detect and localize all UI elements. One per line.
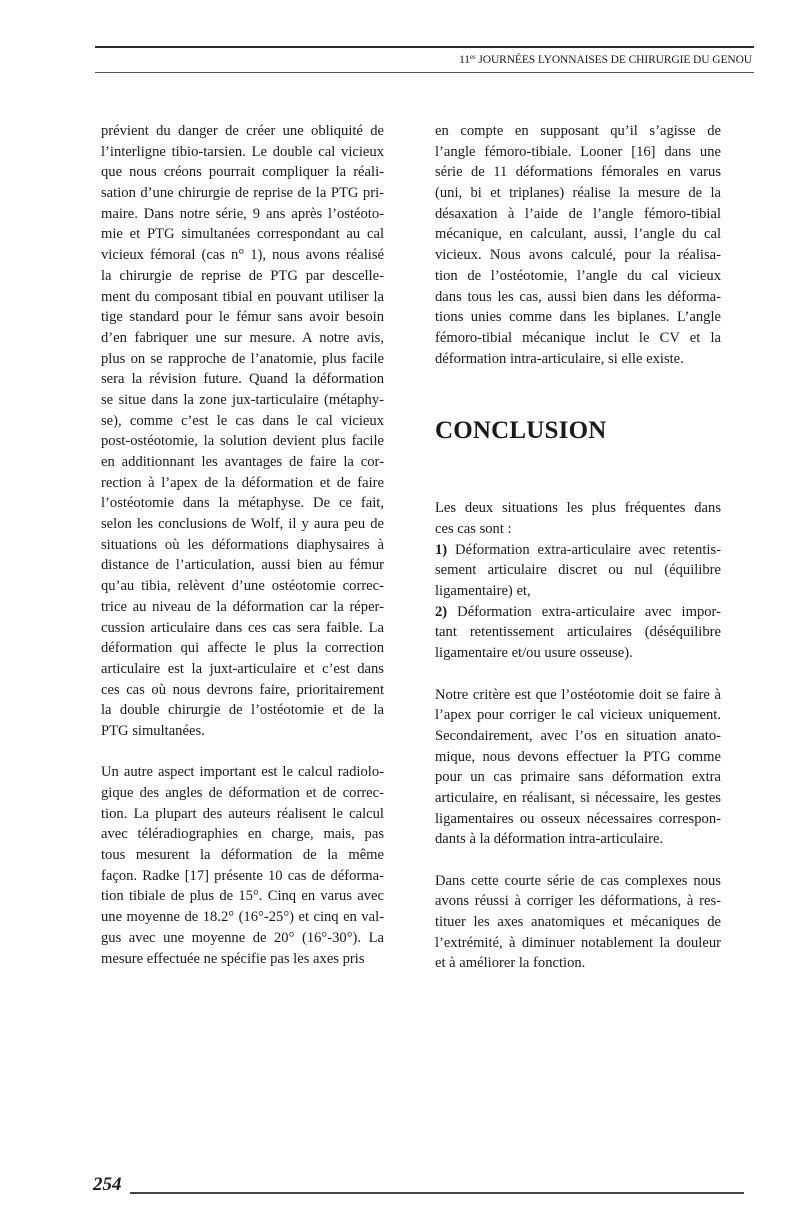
text-line: tion de l’ostéotomie, l’angle du cal vicieux bbox=[435, 267, 721, 284]
paragraph bbox=[435, 498, 721, 539]
text-line: que nous créons pourrait compliquer la réali- bbox=[101, 164, 384, 181]
text-line: sera la révision future. Quand la déformation bbox=[101, 371, 384, 388]
text-line: gique des angles de déformation et de correc- bbox=[101, 785, 384, 801]
text-line: ligamentaire et/ou usure osseuse). bbox=[435, 645, 633, 662]
text-line: fémoro-tibial mécanique inclut le CV et la bbox=[435, 329, 721, 346]
running-head-title: JOURNÉES LYONNAISES DE CHIRURGIE DU GENOU bbox=[475, 54, 752, 66]
spacer bbox=[435, 471, 721, 498]
left-column bbox=[101, 121, 384, 969]
text-line: mique, nous devons effectuer la PTG comme bbox=[435, 748, 721, 765]
text-line: Notre critère est que l’ostéotomie doit se faire à bbox=[435, 686, 721, 703]
list-text: Déformation extra-articulaire avec retentis- bbox=[447, 541, 721, 558]
text-line: Un autre aspect important est le calcul radiolo- bbox=[101, 764, 384, 781]
section-heading-conclusion: CONCLUSION bbox=[435, 416, 607, 444]
spacer bbox=[435, 369, 721, 390]
text-line: une moyenne de 18.2° (16°-25°) et cinq en val- bbox=[101, 909, 384, 926]
text-line: maire. Dans notre série, 9 ans après l’ostéoto- bbox=[101, 205, 384, 222]
text-line: rection à l’apex de la déformation et de faire bbox=[101, 474, 384, 491]
text-line: PTG simultanées. bbox=[101, 722, 205, 739]
text-line: série de 11 déformations fémorales en varus bbox=[435, 164, 721, 181]
text-line: la double chirurgie de l’ostéotomie et de la bbox=[101, 702, 384, 719]
text-line: articulaire est la juxt-articulaire et c’est dans bbox=[101, 660, 384, 677]
text-line: articulaire, en réalisant, si nécessaire, les gestes bbox=[435, 789, 721, 806]
list-item bbox=[435, 540, 721, 602]
text-line: cussion articulaire dans ces cas sera faible. La bbox=[101, 619, 384, 636]
text-line: tous mesurent la déformation de la même bbox=[101, 847, 384, 864]
right-column bbox=[435, 121, 721, 974]
text-line: tion. La plupart des auteurs réalisent le calcul bbox=[101, 805, 384, 822]
text-line: l’apex pour corriger le cal vicieux uniquement. bbox=[435, 707, 721, 724]
paragraph bbox=[101, 762, 384, 969]
text-line: gus avec une moyenne de 20° (16°-30°). La bbox=[101, 929, 384, 946]
spacer bbox=[435, 850, 721, 871]
text-line: tant retentissement articulaires (déséquilibre bbox=[435, 624, 721, 641]
text-line: Secondairement, avec l’os en situation anato- bbox=[435, 727, 721, 744]
text-line: déformation intra-articulaire, si elle existe. bbox=[435, 350, 684, 367]
list-number: 1) bbox=[435, 541, 448, 558]
text-line: Les deux situations les plus fréquentes dans bbox=[435, 500, 721, 517]
text-line: trice au niveau de la déformation car la réper- bbox=[101, 598, 384, 615]
footer-rule bbox=[130, 1192, 744, 1194]
text-line: la chirurgie de reprise de PTG par descelle- bbox=[101, 267, 384, 284]
text-line: pour un cas primaire sans déformation extra bbox=[435, 769, 721, 786]
text-line: tions unies comme dans les biplanes. L’angle bbox=[435, 309, 721, 326]
text-line: l’ostéotomie dans la métaphyse. De ce fait, bbox=[101, 495, 384, 512]
text-line: ces cas sont : bbox=[435, 521, 512, 537]
text-line: l’extrémité, à diminuer notablement la douleur bbox=[435, 934, 721, 951]
list-text: Déformation extra-articulaire avec impor- bbox=[447, 603, 721, 620]
text-line: avec téléradiographies en charge, mais, pas bbox=[101, 826, 384, 843]
text-line: en additionnant les avantages de faire la cor- bbox=[101, 454, 384, 470]
text-line: l’interligne tibio-tarsien. Le double cal vicieux bbox=[101, 143, 384, 160]
text-line: avons réussi à corriger les déformations, à res- bbox=[435, 893, 721, 910]
paragraph bbox=[435, 121, 721, 369]
list-number: 2) bbox=[435, 603, 448, 620]
paragraph bbox=[435, 871, 721, 974]
text-line: se situe dans la zone jux-tarticulaire (métaphy- bbox=[101, 391, 384, 408]
running-head-number: 11 bbox=[459, 54, 470, 66]
text-line: se), comme c’est le cas dans le cal vicieux bbox=[101, 412, 384, 429]
page-number: 254 bbox=[93, 1174, 122, 1195]
text-line: ligamentaire) et, bbox=[435, 583, 531, 600]
text-line: post-ostéotomie, la solution devient plus facile bbox=[101, 433, 384, 450]
text-line: dants à la déformation intra-articulaire. bbox=[435, 831, 664, 848]
text-line: ligamentaires ou osseux nécessaires correspon- bbox=[435, 810, 721, 827]
header-rule-top bbox=[95, 46, 754, 48]
text-line: plus on se rapproche de l’anatomie, plus facile bbox=[101, 350, 384, 367]
running-head bbox=[459, 53, 752, 66]
text-line: façon. Radke [17] présente 10 cas de déforma- bbox=[101, 867, 384, 884]
spacer bbox=[435, 390, 721, 411]
spacer bbox=[435, 664, 721, 685]
spacer bbox=[435, 451, 721, 472]
text-line: l’angle fémoro-tibiale. Looner [16] dans une bbox=[435, 143, 721, 160]
text-line: Dans cette courte série de cas complexes nous bbox=[435, 872, 721, 889]
text-line: vicieux. Nous avons calculé, pour la réalisa- bbox=[435, 247, 721, 264]
text-line bbox=[435, 540, 721, 561]
text-line: situations où les déformations diaphysaires à bbox=[101, 536, 384, 553]
list-item bbox=[435, 602, 721, 664]
text-line: (uni, bi et triplanes) réalise la mesure de la bbox=[435, 185, 721, 202]
text-line: ment du composant tibial en pouvant utiliser la bbox=[101, 288, 384, 305]
text-line: prévient du danger de créer une obliquité de bbox=[101, 123, 384, 139]
text-line: mesure effectuée ne spécifie pas les axes pris bbox=[101, 950, 365, 967]
text-line: distance de l’articulation, aussi bien au fémur bbox=[101, 557, 384, 574]
spacer bbox=[101, 742, 384, 763]
text-line: tige standard pour le fémur sans avoir besoin bbox=[101, 309, 384, 326]
text-line: qu’au tibia, relèvent d’une ostéotomie correc- bbox=[101, 578, 384, 595]
text-line: désaxation à l’aide de l’angle fémoro-tibial bbox=[435, 205, 721, 222]
text-line: et à améliorer la fonction. bbox=[435, 955, 586, 972]
paragraph bbox=[435, 685, 721, 851]
text-line: vicieux fémoral (cas n° 1), nous avons réalisé bbox=[101, 247, 384, 264]
text-line: en compte en supposant qu’il s’agisse de bbox=[435, 123, 721, 139]
text-line: dans tous les cas, aussi bien dans les déforma- bbox=[435, 288, 721, 305]
text-line: mécanique, en calculant, aussi, l’angle du cal bbox=[435, 226, 721, 243]
text-line: sement articulaire discret ou nul (équilibre bbox=[435, 562, 721, 579]
text-line: déformation qui affecte le plus la correction bbox=[101, 640, 384, 657]
running-head-ordinal: es bbox=[469, 53, 476, 61]
header-rule-bottom bbox=[95, 72, 754, 73]
text-line: selon les conclusions de Wolf, il y aura peu de bbox=[101, 516, 384, 533]
text-line: d’en fabriquer une sur mesure. A notre avis, bbox=[101, 329, 384, 346]
text-line: ces cas où nous devrons faire, prioritairement bbox=[101, 681, 384, 698]
text-line: tituer les axes anatomiques et mécaniques de bbox=[435, 914, 721, 931]
text-line: tion tibiale de plus de 15°. Cinq en varus avec bbox=[101, 888, 384, 905]
text-line: sation d’une chirurgie de reprise de la PTG pri- bbox=[101, 185, 384, 202]
text-line: mie et PTG simultanées correspondant au cal bbox=[101, 226, 384, 243]
paragraph bbox=[101, 121, 384, 742]
text-line bbox=[435, 602, 721, 623]
